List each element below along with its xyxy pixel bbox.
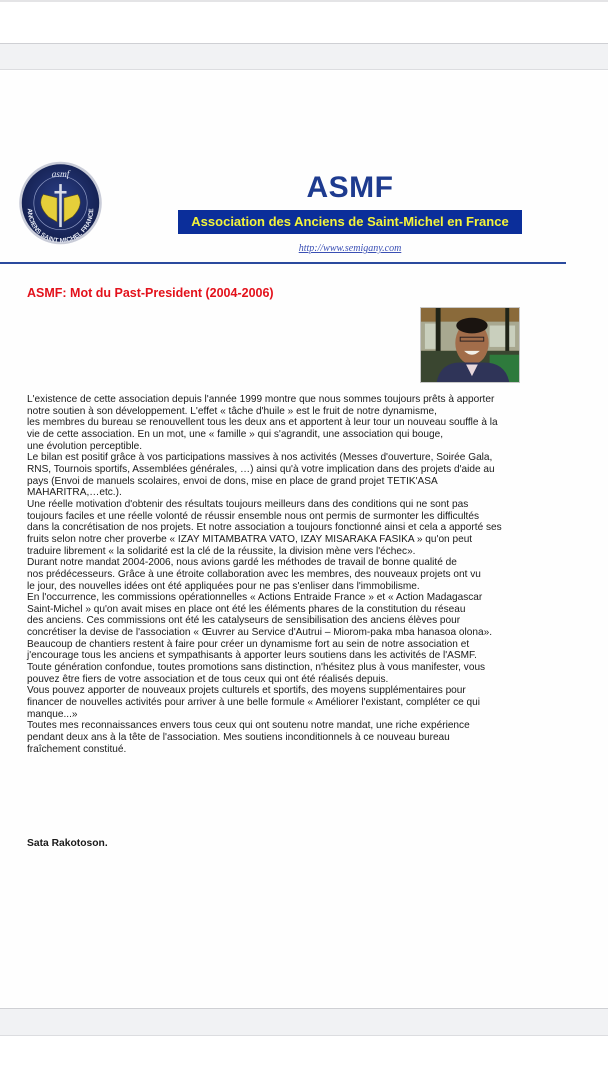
article-line: nos prédécesseurs. Grâce à une étroite collaboration avec les membres, des nouveaux projets ont vu <box>27 568 481 580</box>
article-line: MAHARITRA,…etc.). <box>27 487 122 499</box>
author-signature: Sata Rakotoson. <box>27 838 108 849</box>
article-line: En l'occurrence, les commissions opérationnelles « Actions Entraide France » et « Action Madagascar <box>27 592 483 604</box>
article-line: le jour, des nouvelles idées ont été appliquées pour ne pas s'enliser dans l'immobilisme. <box>27 580 420 592</box>
article-line: Toutes mes reconnaissances envers tous ceux qui ont soutenu notre mandat, une riche expérience <box>27 720 470 732</box>
article-line: financer de nouvelles activités pour arriver à une belle formule « Améliorer l'existant, compléter ce qui <box>27 697 481 709</box>
article-line: Saint-Michel » qu'on avait mises en place ont été les éléments phares de la constitution du réseau <box>27 603 466 615</box>
asmf-logo-icon <box>17 160 104 246</box>
article-body <box>27 394 582 755</box>
article-title: ASMF: Mot du Past-President (2004-2006) <box>27 286 274 300</box>
article-line: notre soutien à son développement. L'effet « tâche d'huile » est le fruit de notre dynamisme, <box>27 405 437 417</box>
article-line: vie de cette association. En un mot, une « famille » qui s'agrandit, une association qui bouge, <box>27 428 444 440</box>
article-line: manque...» <box>27 708 78 720</box>
viewer-top-edge <box>0 0 608 2</box>
article-line: dans la concrétisation de nos projets. Et notre association a toujours fonctionné ainsi et cela a apporté ses <box>27 522 502 534</box>
article-line: toujours faciles et une réelle volonté de réussir ensemble nous ont permis de surmonter les difficultés <box>27 510 480 522</box>
article-line: fraîchement constitué. <box>27 743 127 755</box>
article-line: pouvez être fiers de votre association et de tous ceux qui ont été réalisés depuis. <box>27 673 389 685</box>
article-line: concrétiser la devise de l'association « Œuvrer au Service d'Autrui – Miorom-paka mba hanasoa olona». <box>27 627 493 639</box>
portrait-photo <box>420 307 520 383</box>
article-line: pays (Envoi de manuels scolaires, envoi de dons, mise en place de grand projet TETIK'ASA <box>27 475 438 487</box>
article-line: Beaucoup de chantiers restent à faire pour créer un dynamisme fort au sein de notre association et <box>27 638 470 650</box>
svg-text:ANCIENS SAINT MICHEL FRANCE: ANCIENS SAINT MICHEL FRANCE <box>25 208 96 245</box>
article-line: Le bilan est positif grâce à vos participations massives à nos activités (Messes d'ouverture, Soirée Gala, <box>27 452 493 464</box>
article-line: j'encourage tous les anciens et sympathisants à apporter leurs soutiens dans les activités de l'ASMF. <box>27 650 477 662</box>
article-line: RNS, Tournois sportifs, Assemblées générales, …) ainsi qu'à votre implication dans des projets d'aide au <box>27 463 495 475</box>
website-link[interactable]: http://www.semigany.com <box>298 243 402 254</box>
article-line: des anciens. Ces commissions ont été les catalyseurs de sensibilisation des anciens élèves pour <box>27 615 461 627</box>
article-line: Durant notre mandat 2004-2006, nous avions gardé les méthodes de travail de bonne qualité de <box>27 557 457 569</box>
page-separator-bottom <box>0 1008 608 1036</box>
article-line: traduire librement « la solidarité est la clé de la réussite, la division mène vers l'échec». <box>27 545 416 557</box>
article-line: Vous pouvez apporter de nouveaux projets culturels et sportifs, des moyens supplémentaires pour <box>27 685 466 697</box>
header-divider <box>0 262 566 264</box>
article-line: pendant deux ans à la tête de l'association. Mes soutiens inconditionnels à ce nouveau bureau <box>27 732 450 744</box>
article-line: Une réelle motivation d'obtenir des résultats toujours meilleurs dans des conditions qui ne sont pas <box>27 498 469 510</box>
article-line: L'existence de cette association depuis l'année 1999 montre que nous sommes toujours prêts à apporter <box>27 394 495 405</box>
article-line: les membres du bureau se renouvellent tous les deux ans et apportent à leur tour un nouveau souffle à la <box>27 417 498 429</box>
svg-text:asmf: asmf <box>51 170 70 181</box>
organization-acronym: ASMF <box>306 171 394 204</box>
article-line: une évolution perceptible. <box>27 440 143 452</box>
organization-name-banner: Association des Anciens de Saint-Michel en France <box>178 210 522 234</box>
page-separator-top <box>0 43 608 70</box>
article-line: fruits selon notre cher proverbe « IZAY MITAMBATRA VATO, IZAY MISARAKA FASIKA » qu'on peut <box>27 533 473 545</box>
article-line: Toute génération confondue, toutes promotions sans distinction, n'hésitez plus à vous manifester, vous <box>27 662 486 674</box>
